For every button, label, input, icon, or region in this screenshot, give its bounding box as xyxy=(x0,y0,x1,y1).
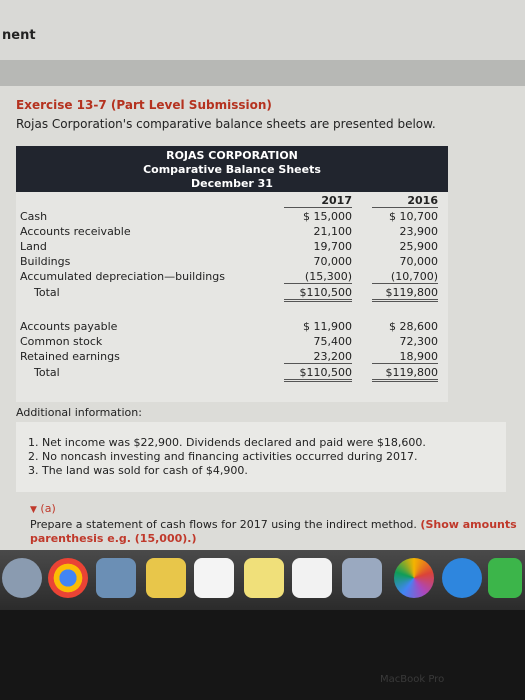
company-name: ROJAS CORPORATION xyxy=(166,149,298,162)
laptop-model-label: MacBook Pro xyxy=(380,674,445,685)
exercise-title: Exercise 13-7 (Part Level Submission) xyxy=(16,98,272,112)
list-item: 3. The land was sold for cash of $4,900. xyxy=(28,464,248,477)
table-row xyxy=(16,320,448,333)
value-2017: 75,400 xyxy=(313,335,352,348)
instruction-text: Prepare a statement of cash flows for 2017 using the indirect method. xyxy=(30,518,417,531)
value-2016: $119,800 xyxy=(372,366,438,382)
stickies-icon[interactable] xyxy=(244,558,284,598)
row-label: Common stock xyxy=(20,335,103,348)
col-2017-header: 2017 xyxy=(284,194,352,208)
window-title: nent xyxy=(2,28,36,43)
notes-icon[interactable] xyxy=(146,558,186,598)
balance-sheet-table xyxy=(16,192,448,402)
list-item: 2. No noncash investing and financing activities occurred during 2017. xyxy=(28,450,418,463)
year-header-row xyxy=(16,194,448,207)
part-a-instruction xyxy=(30,518,517,531)
table-row xyxy=(16,255,448,268)
part-a-toggle[interactable] xyxy=(30,502,56,515)
value-2017: 23,200 xyxy=(284,350,352,364)
launchpad-icon[interactable] xyxy=(2,558,42,598)
chrome-icon[interactable] xyxy=(48,558,88,598)
row-label: Accounts receivable xyxy=(20,225,131,238)
preview-icon[interactable] xyxy=(96,558,136,598)
safari-icon[interactable] xyxy=(442,558,482,598)
row-label: Total xyxy=(34,286,60,299)
row-label: Accounts payable xyxy=(20,320,118,333)
row-label: Total xyxy=(34,366,60,379)
row-label: Cash xyxy=(20,210,48,223)
facetime-icon[interactable] xyxy=(488,558,522,598)
table-row xyxy=(16,335,448,348)
balance-sheet-header xyxy=(16,146,448,192)
value-2017: $ 15,000 xyxy=(303,210,352,223)
value-2016: (10,700) xyxy=(372,270,438,284)
row-label: Retained earnings xyxy=(20,350,120,363)
value-2017: 70,000 xyxy=(313,255,352,268)
table-row xyxy=(16,225,448,238)
row-label: Accumulated depreciation—buildings xyxy=(20,270,225,283)
value-2016: 18,900 xyxy=(372,350,438,364)
total-row xyxy=(16,286,448,299)
value-2016: 25,900 xyxy=(399,240,438,253)
value-2017: $110,500 xyxy=(284,366,352,382)
statement-date: December 31 xyxy=(191,177,273,190)
window-top-strip xyxy=(0,0,525,60)
photos-icon[interactable] xyxy=(394,558,434,598)
value-2016: 70,000 xyxy=(399,255,438,268)
value-2016: 23,900 xyxy=(399,225,438,238)
laptop-bezel xyxy=(0,610,525,700)
row-label: Buildings xyxy=(20,255,71,268)
value-2016: $119,800 xyxy=(372,286,438,302)
statement-name: Comparative Balance Sheets xyxy=(143,163,321,176)
additional-info-list xyxy=(16,422,506,492)
value-2017: 21,100 xyxy=(313,225,352,238)
exercise-panel xyxy=(0,86,525,550)
col-2016-header: 2016 xyxy=(372,194,438,208)
instruction-hint: (Show amounts xyxy=(420,518,517,531)
macos-dock xyxy=(0,550,525,610)
calendar-icon[interactable] xyxy=(194,558,234,598)
system-prefs-icon[interactable] xyxy=(342,558,382,598)
row-label: Land xyxy=(20,240,47,253)
additional-info-heading: Additional information: xyxy=(16,406,142,419)
value-2016: $ 10,700 xyxy=(389,210,438,223)
list-item: 1. Net income was $22,900. Dividends declared and paid were $18,600. xyxy=(28,436,426,449)
table-row xyxy=(16,270,448,283)
table-row xyxy=(16,210,448,223)
value-2017: (15,300) xyxy=(284,270,352,284)
instruction-hint-continued: parenthesis e.g. (15,000).) xyxy=(30,532,197,545)
value-2017: $110,500 xyxy=(284,286,352,302)
value-2016: $ 28,600 xyxy=(389,320,438,333)
table-row xyxy=(16,350,448,363)
reminders-icon[interactable] xyxy=(292,558,332,598)
collapse-triangle-icon: ▼ xyxy=(30,505,37,515)
header-bar xyxy=(0,60,525,86)
value-2017: 19,700 xyxy=(313,240,352,253)
part-a-label: (a) xyxy=(40,502,56,515)
total-row xyxy=(16,366,448,379)
value-2016: 72,300 xyxy=(399,335,438,348)
value-2017: $ 11,900 xyxy=(303,320,352,333)
exercise-intro: Rojas Corporation's comparative balance sheets are presented below. xyxy=(16,117,436,131)
table-row xyxy=(16,240,448,253)
